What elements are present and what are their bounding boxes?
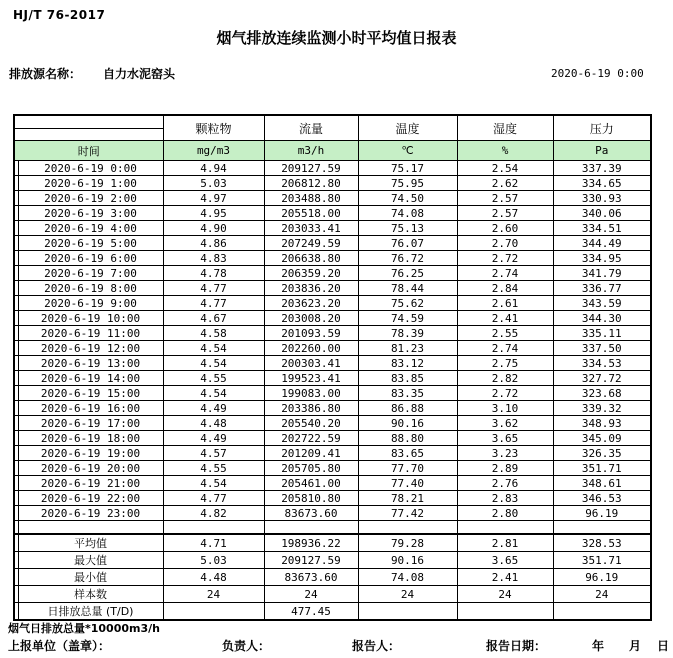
table-row xyxy=(14,371,651,386)
value-cell: 334.51 xyxy=(553,221,651,236)
time-cell: 2020-6-19 8:00 xyxy=(18,281,163,296)
blank-cell xyxy=(457,521,553,535)
time-cell: 2020-6-19 1:00 xyxy=(18,176,163,191)
summary-value-cell: 79.28 xyxy=(358,534,457,552)
time-cell: 2020-6-19 13:00 xyxy=(18,356,163,371)
value-cell: 336.77 xyxy=(553,281,651,296)
value-cell: 2.72 xyxy=(457,251,553,266)
value-cell: 339.32 xyxy=(553,401,651,416)
value-cell: 203488.80 xyxy=(264,191,358,206)
value-cell: 5.03 xyxy=(163,176,264,191)
table-row xyxy=(14,266,651,281)
summary-value-cell: 209127.59 xyxy=(264,552,358,569)
value-cell: 75.62 xyxy=(358,296,457,311)
table-row xyxy=(14,221,651,236)
year-label: 年 xyxy=(592,639,605,653)
value-cell: 4.58 xyxy=(163,326,264,341)
value-cell: 3.23 xyxy=(457,446,553,461)
value-cell: 76.07 xyxy=(358,236,457,251)
time-cell: 2020-6-19 9:00 xyxy=(18,296,163,311)
value-cell: 207249.59 xyxy=(264,236,358,251)
summary-value-cell: 24 xyxy=(163,586,264,603)
value-cell: 2.84 xyxy=(457,281,553,296)
value-cell: 203033.41 xyxy=(264,221,358,236)
value-cell: 205705.80 xyxy=(264,461,358,476)
value-cell: 2.55 xyxy=(457,326,553,341)
blank-cell xyxy=(358,521,457,535)
value-cell: 203623.20 xyxy=(264,296,358,311)
value-cell: 75.95 xyxy=(358,176,457,191)
time-cell: 2020-6-19 23:00 xyxy=(18,506,163,521)
value-cell: 203008.20 xyxy=(264,311,358,326)
summary-value-cell: 24 xyxy=(457,586,553,603)
emission-source-label: 排放源名称： xyxy=(9,67,82,81)
time-cell: 2020-6-19 16:00 xyxy=(18,401,163,416)
value-cell: 3.65 xyxy=(457,431,553,446)
value-cell: 2.74 xyxy=(457,266,553,281)
unit-header: Pa xyxy=(553,141,651,161)
day-label: 日 xyxy=(657,639,670,653)
emission-source-name: 自力水泥窑头 xyxy=(103,67,176,81)
value-cell: 2.80 xyxy=(457,506,553,521)
value-cell: 2.82 xyxy=(457,371,553,386)
summary-value-cell: 328.53 xyxy=(553,534,651,552)
summary-value-cell: 74.08 xyxy=(358,569,457,586)
value-cell: 4.55 xyxy=(163,371,264,386)
value-cell: 4.57 xyxy=(163,446,264,461)
time-cell: 2020-6-19 11:00 xyxy=(18,326,163,341)
summary-label-cell: 最小值 xyxy=(18,569,163,586)
value-cell: 2.62 xyxy=(457,176,553,191)
unit-header: m3/h xyxy=(264,141,358,161)
table-row xyxy=(14,356,651,371)
value-cell: 2.89 xyxy=(457,461,553,476)
summary-label-cell: 平均值 xyxy=(18,534,163,552)
table-row xyxy=(14,476,651,491)
value-cell: 4.86 xyxy=(163,236,264,251)
value-cell: 334.53 xyxy=(553,356,651,371)
value-cell: 323.68 xyxy=(553,386,651,401)
summary-value-cell: 4.71 xyxy=(163,534,264,552)
blank-cell xyxy=(264,521,358,535)
value-cell: 4.49 xyxy=(163,431,264,446)
value-cell: 3.62 xyxy=(457,416,553,431)
value-cell: 83.12 xyxy=(358,356,457,371)
summary-value-cell: 96.19 xyxy=(553,569,651,586)
summary-value-cell: 24 xyxy=(358,586,457,603)
spacer-row xyxy=(14,521,651,535)
value-cell: 77.42 xyxy=(358,506,457,521)
value-cell: 209127.59 xyxy=(264,161,358,176)
value-cell: 2.57 xyxy=(457,191,553,206)
value-cell: 88.80 xyxy=(358,431,457,446)
value-cell: 75.13 xyxy=(358,221,457,236)
value-cell: 344.30 xyxy=(553,311,651,326)
value-cell: 74.08 xyxy=(358,206,457,221)
value-cell: 205540.20 xyxy=(264,416,358,431)
value-cell: 4.90 xyxy=(163,221,264,236)
summary-value-cell xyxy=(358,603,457,621)
value-cell: 4.48 xyxy=(163,416,264,431)
report-datetime: 2020-6-19 0:00 xyxy=(551,67,644,80)
blank-cell xyxy=(18,521,163,535)
reporter-label: 报告人： xyxy=(352,639,401,653)
time-cell: 2020-6-19 12:00 xyxy=(18,341,163,356)
value-cell: 205518.00 xyxy=(264,206,358,221)
summary-value-cell: 4.48 xyxy=(163,569,264,586)
value-cell: 4.49 xyxy=(163,401,264,416)
value-cell: 348.93 xyxy=(553,416,651,431)
value-cell: 4.54 xyxy=(163,356,264,371)
time-cell: 2020-6-19 6:00 xyxy=(18,251,163,266)
table-row xyxy=(14,296,651,311)
value-cell: 203386.80 xyxy=(264,401,358,416)
table-row xyxy=(14,311,651,326)
value-cell: 4.97 xyxy=(163,191,264,206)
value-cell: 205810.80 xyxy=(264,491,358,506)
summary-row xyxy=(14,586,651,603)
value-cell: 199083.00 xyxy=(264,386,358,401)
emission-source-line xyxy=(9,65,175,82)
summary-value-cell xyxy=(163,603,264,621)
time-cell: 2020-6-19 2:00 xyxy=(18,191,163,206)
value-cell: 74.59 xyxy=(358,311,457,326)
value-cell: 199523.41 xyxy=(264,371,358,386)
value-cell: 2.54 xyxy=(457,161,553,176)
table-row xyxy=(14,446,651,461)
time-cell: 2020-6-19 3:00 xyxy=(18,206,163,221)
time-cell: 2020-6-19 0:00 xyxy=(18,161,163,176)
table-row xyxy=(14,191,651,206)
value-cell: 202722.59 xyxy=(264,431,358,446)
value-cell: 2.41 xyxy=(457,311,553,326)
summary-value-cell: 3.65 xyxy=(457,552,553,569)
time-cell: 2020-6-19 19:00 xyxy=(18,446,163,461)
value-cell: 2.57 xyxy=(457,206,553,221)
value-cell: 2.74 xyxy=(457,341,553,356)
time-cell: 2020-6-19 7:00 xyxy=(18,266,163,281)
standard-code: HJ/T 76-2017 xyxy=(13,8,106,22)
value-cell: 74.50 xyxy=(358,191,457,206)
column-header: 颗粒物 xyxy=(163,115,264,141)
value-cell: 76.25 xyxy=(358,266,457,281)
value-cell: 348.61 xyxy=(553,476,651,491)
value-cell: 2.72 xyxy=(457,386,553,401)
time-cell: 2020-6-19 15:00 xyxy=(18,386,163,401)
summary-value-cell: 24 xyxy=(553,586,651,603)
signature-line xyxy=(0,637,673,653)
value-cell: 4.67 xyxy=(163,311,264,326)
unit-header: % xyxy=(457,141,553,161)
page-title: 烟气排放连续监测小时平均值日报表 xyxy=(216,29,457,47)
summary-row xyxy=(14,569,651,586)
unit-header: ℃ xyxy=(358,141,457,161)
value-cell: 77.40 xyxy=(358,476,457,491)
value-cell: 2.61 xyxy=(457,296,553,311)
value-cell: 76.72 xyxy=(358,251,457,266)
value-cell: 335.11 xyxy=(553,326,651,341)
value-cell: 86.88 xyxy=(358,401,457,416)
table-row xyxy=(14,161,651,176)
value-cell: 206359.20 xyxy=(264,266,358,281)
value-cell: 205461.00 xyxy=(264,476,358,491)
value-cell: 334.95 xyxy=(553,251,651,266)
table-row xyxy=(14,281,651,296)
report-date-label: 报告日期： xyxy=(486,639,547,653)
value-cell: 4.77 xyxy=(163,296,264,311)
value-cell: 4.77 xyxy=(163,281,264,296)
table-row xyxy=(14,431,651,446)
table-row xyxy=(14,386,651,401)
table-row xyxy=(14,491,651,506)
corner-cell xyxy=(14,115,163,141)
value-cell: 4.78 xyxy=(163,266,264,281)
value-cell: 2.83 xyxy=(457,491,553,506)
value-cell: 4.82 xyxy=(163,506,264,521)
time-cell: 2020-6-19 14:00 xyxy=(18,371,163,386)
column-header: 压力 xyxy=(553,115,651,141)
value-cell: 351.71 xyxy=(553,461,651,476)
summary-value-cell xyxy=(457,603,553,621)
time-cell: 2020-6-19 18:00 xyxy=(18,431,163,446)
value-cell: 81.23 xyxy=(358,341,457,356)
summary-row xyxy=(14,603,651,621)
summary-label-cell: 样本数 xyxy=(18,586,163,603)
summary-value-cell: 2.81 xyxy=(457,534,553,552)
value-cell: 3.10 xyxy=(457,401,553,416)
table-row xyxy=(14,416,651,431)
value-cell: 96.19 xyxy=(553,506,651,521)
value-cell: 4.95 xyxy=(163,206,264,221)
summary-row xyxy=(14,534,651,552)
value-cell: 90.16 xyxy=(358,416,457,431)
value-cell: 201093.59 xyxy=(264,326,358,341)
value-cell: 345.09 xyxy=(553,431,651,446)
time-cell: 2020-6-19 10:00 xyxy=(18,311,163,326)
column-header: 流量 xyxy=(264,115,358,141)
value-cell: 327.72 xyxy=(553,371,651,386)
value-cell: 83.35 xyxy=(358,386,457,401)
time-cell: 2020-6-19 22:00 xyxy=(18,491,163,506)
time-cell: 2020-6-19 21:00 xyxy=(18,476,163,491)
value-cell: 200303.41 xyxy=(264,356,358,371)
value-cell: 206638.80 xyxy=(264,251,358,266)
value-cell: 83673.60 xyxy=(264,506,358,521)
value-cell: 2.75 xyxy=(457,356,553,371)
month-label: 月 xyxy=(629,639,642,653)
value-cell: 4.54 xyxy=(163,476,264,491)
value-cell: 77.70 xyxy=(358,461,457,476)
value-cell: 2.60 xyxy=(457,221,553,236)
column-header: 温度 xyxy=(358,115,457,141)
value-cell: 206812.80 xyxy=(264,176,358,191)
value-cell: 326.35 xyxy=(553,446,651,461)
unit-header: mg/m3 xyxy=(163,141,264,161)
summary-value-cell: 24 xyxy=(264,586,358,603)
value-cell: 346.53 xyxy=(553,491,651,506)
value-cell: 343.59 xyxy=(553,296,651,311)
summary-value-cell: 5.03 xyxy=(163,552,264,569)
table-row xyxy=(14,176,651,191)
value-cell: 4.54 xyxy=(163,341,264,356)
summary-value-cell: 83673.60 xyxy=(264,569,358,586)
value-cell: 334.65 xyxy=(553,176,651,191)
table-row xyxy=(14,236,651,251)
summary-value-cell: 90.16 xyxy=(358,552,457,569)
value-cell: 201209.41 xyxy=(264,446,358,461)
value-cell: 202260.00 xyxy=(264,341,358,356)
hourly-average-table xyxy=(13,114,652,621)
value-cell: 75.17 xyxy=(358,161,457,176)
table-row xyxy=(14,326,651,341)
value-cell: 340.06 xyxy=(553,206,651,221)
table-row xyxy=(14,251,651,266)
summary-value-cell: 198936.22 xyxy=(264,534,358,552)
summary-label-cell: 日排放总量 (T/D) xyxy=(18,603,163,621)
corner-split-line xyxy=(15,116,163,129)
value-cell: 4.94 xyxy=(163,161,264,176)
total-emission-note: 烟气日排放总量*10000m3/h xyxy=(8,622,160,635)
summary-value-cell: 477.45 xyxy=(264,603,358,621)
value-cell: 78.39 xyxy=(358,326,457,341)
value-cell: 4.83 xyxy=(163,251,264,266)
blank-cell xyxy=(163,521,264,535)
summary-value-cell: 2.41 xyxy=(457,569,553,586)
time-cell: 2020-6-19 20:00 xyxy=(18,461,163,476)
value-cell: 341.79 xyxy=(553,266,651,281)
reporting-unit-label: 上报单位（盖章）： xyxy=(8,639,111,653)
time-cell: 2020-6-19 4:00 xyxy=(18,221,163,236)
summary-row xyxy=(14,552,651,569)
value-cell: 78.21 xyxy=(358,491,457,506)
column-header: 湿度 xyxy=(457,115,553,141)
time-cell: 2020-6-19 17:00 xyxy=(18,416,163,431)
table-row xyxy=(14,206,651,221)
value-cell: 4.54 xyxy=(163,386,264,401)
time-cell: 2020-6-19 5:00 xyxy=(18,236,163,251)
summary-label-cell: 最大值 xyxy=(18,552,163,569)
value-cell: 337.39 xyxy=(553,161,651,176)
table-row xyxy=(14,506,651,521)
value-cell: 4.55 xyxy=(163,461,264,476)
value-cell: 330.93 xyxy=(553,191,651,206)
value-cell: 337.50 xyxy=(553,341,651,356)
time-header-cell: 时间 xyxy=(14,141,163,161)
summary-value-cell xyxy=(553,603,651,621)
summary-value-cell: 351.71 xyxy=(553,552,651,569)
table-row xyxy=(14,461,651,476)
blank-cell xyxy=(553,521,651,535)
value-cell: 83.65 xyxy=(358,446,457,461)
table-row xyxy=(14,401,651,416)
value-cell: 83.85 xyxy=(358,371,457,386)
value-cell: 78.44 xyxy=(358,281,457,296)
responsible-label: 负责人： xyxy=(222,639,271,653)
value-cell: 4.77 xyxy=(163,491,264,506)
value-cell: 203836.20 xyxy=(264,281,358,296)
table-row xyxy=(14,341,651,356)
value-cell: 2.76 xyxy=(457,476,553,491)
value-cell: 344.49 xyxy=(553,236,651,251)
value-cell: 2.70 xyxy=(457,236,553,251)
